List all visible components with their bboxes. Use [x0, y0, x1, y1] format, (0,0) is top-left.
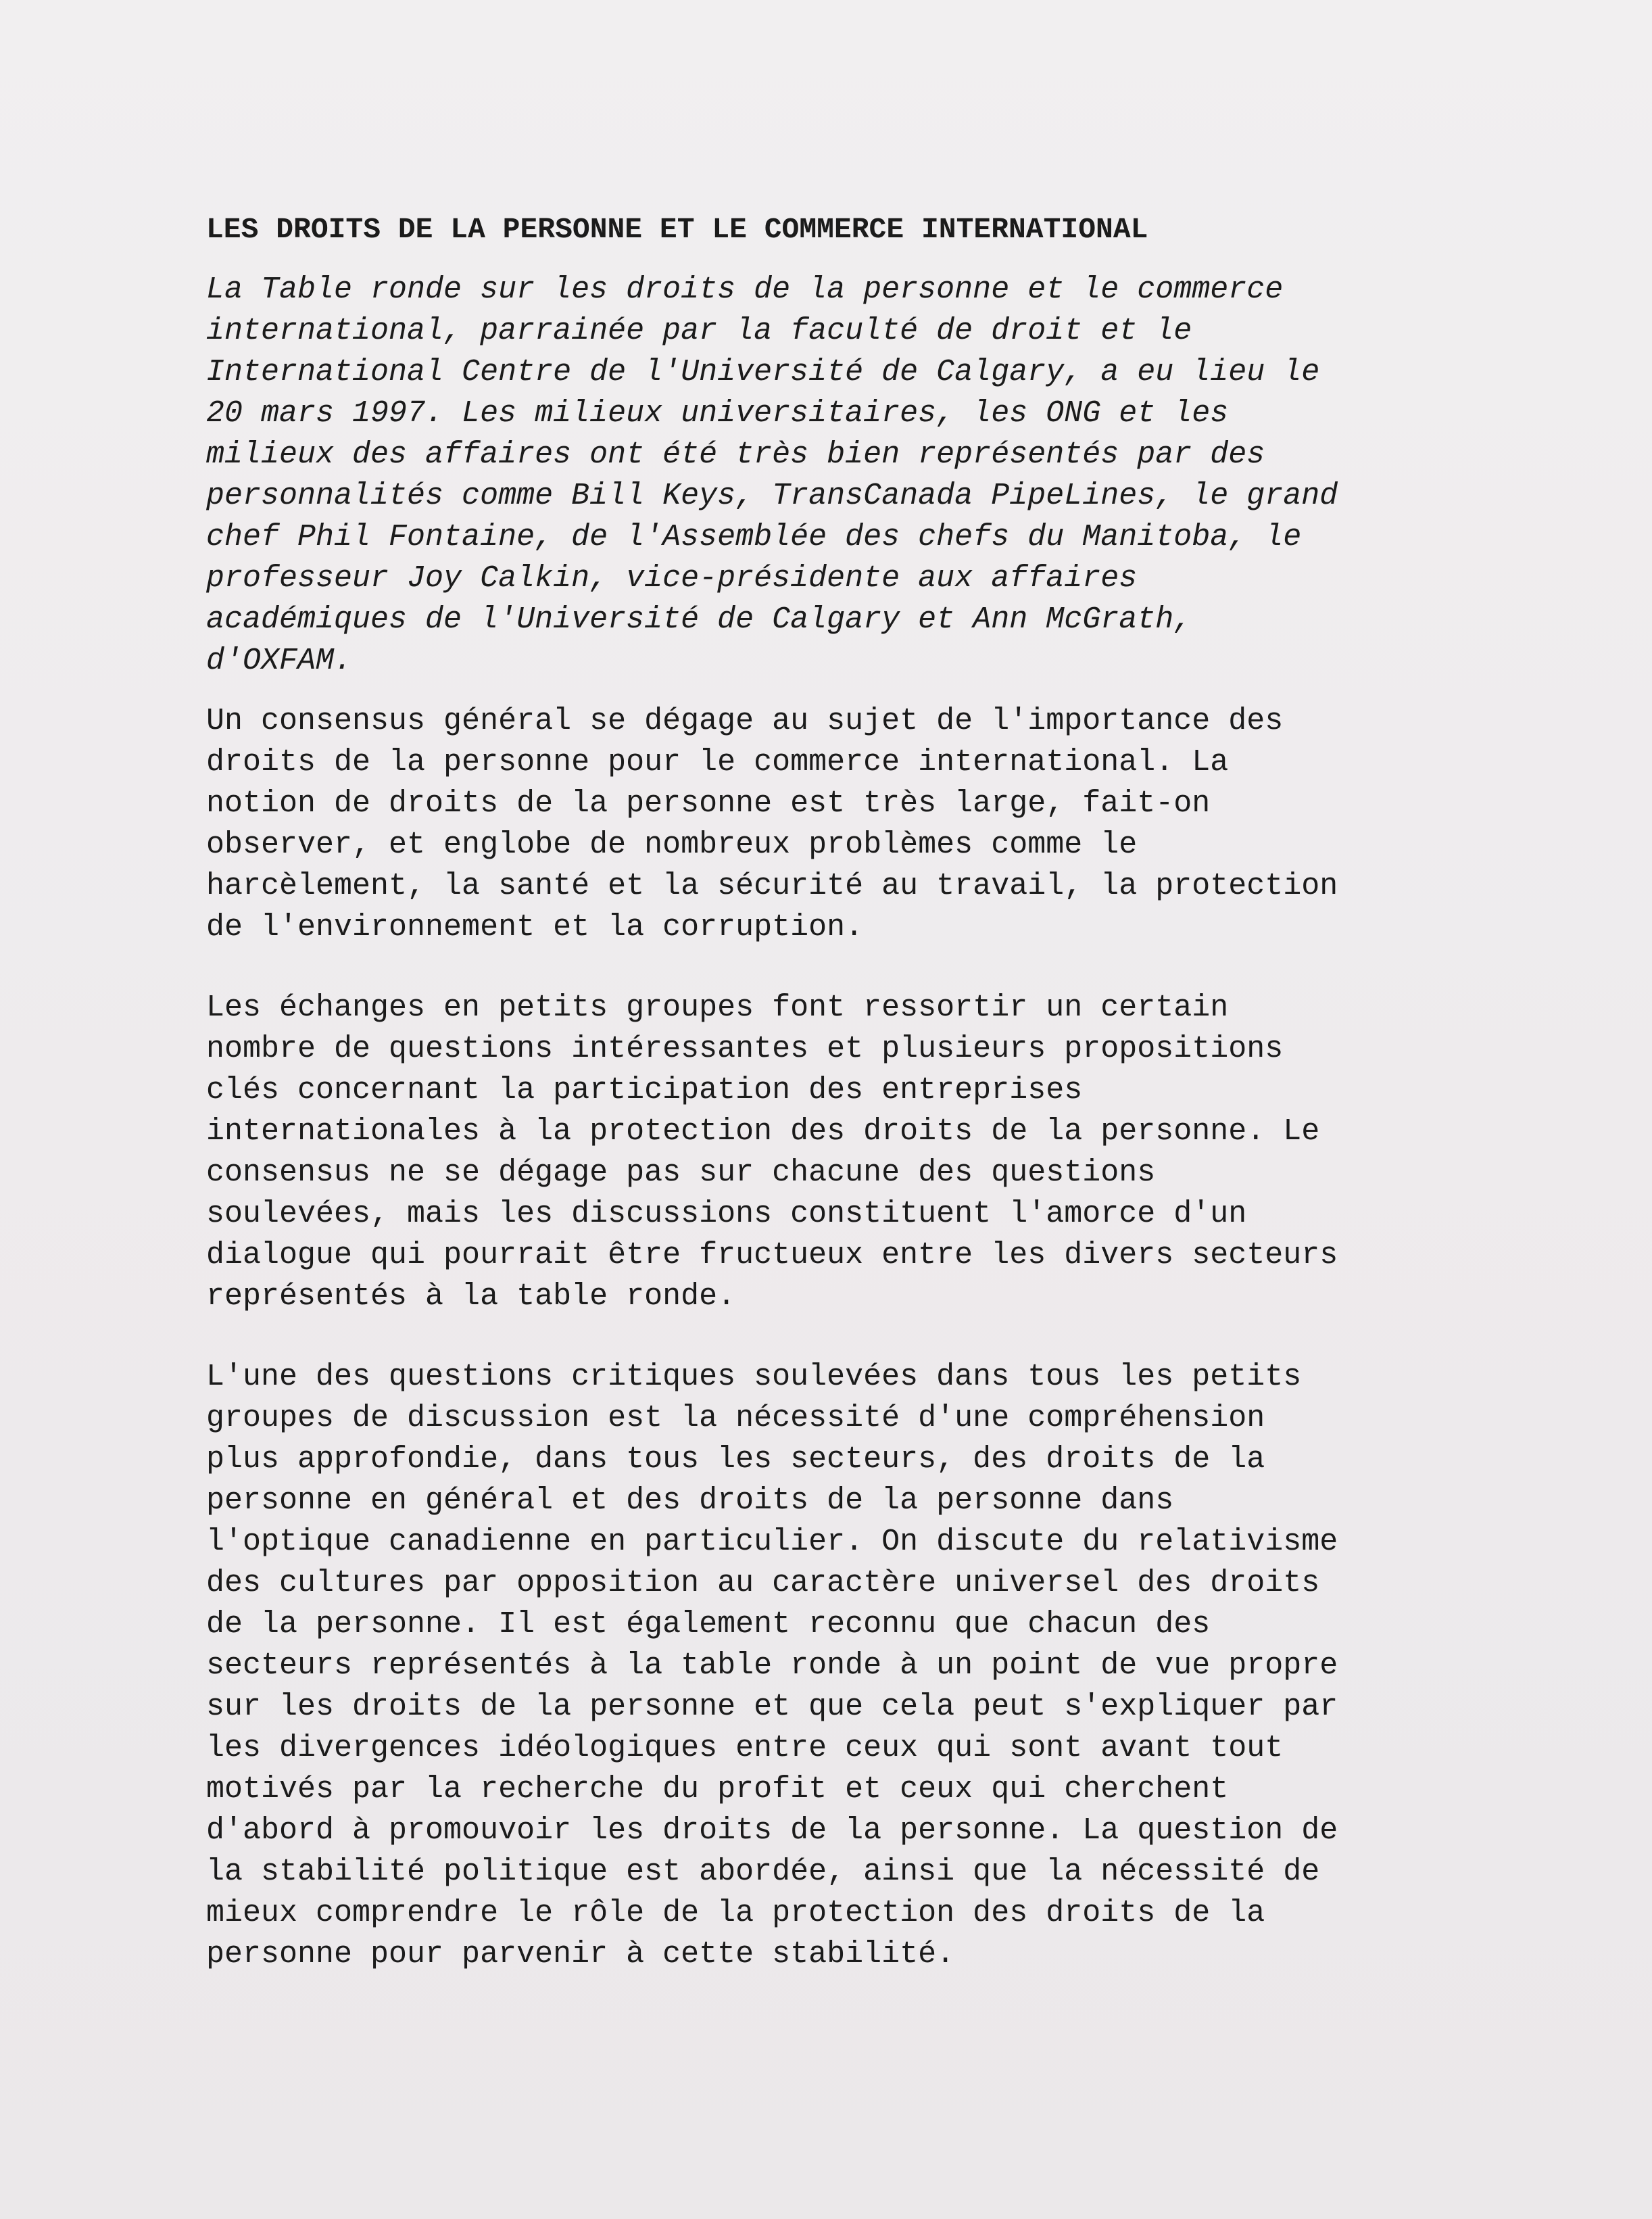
paragraph-critical-questions: [206, 1356, 1490, 1975]
intro-line: personnalités comme Bill Keys, TransCanada PipeLines, le grand: [206, 479, 1338, 513]
paragraph-line: notion de droits de la personne est très large, fait-on: [206, 786, 1211, 821]
intro-line: milieux des affaires ont été très bien représentés par des: [206, 437, 1265, 472]
paragraph-line: de l'environnement et la corruption.: [206, 910, 864, 945]
paragraph-line: sur les droits de la personne et que cela peut s'expliquer par: [206, 1690, 1338, 1724]
paragraph-line: de la personne. Il est également reconnu que chacun des: [206, 1607, 1211, 1642]
paragraph-line: harcèlement, la santé et la sécurité au travail, la protection: [206, 869, 1338, 903]
intro-line: International Centre de l'Université de Calgary, a eu lieu le: [206, 355, 1320, 389]
intro-line: 20 mars 1997. Les milieux universitaires, les ONG et les: [206, 396, 1229, 431]
paragraph-line: plus approfondie, dans tous les secteurs, des droits de la: [206, 1442, 1265, 1477]
paragraph-line: internationales à la protection des droits de la personne. Le: [206, 1114, 1320, 1149]
paragraph-small-groups: [206, 987, 1490, 1317]
paragraph-consensus: [206, 700, 1490, 948]
paragraph-line: l'optique canadienne en particulier. On discute du relativisme: [206, 1525, 1338, 1559]
intro-line: académiques de l'Université de Calgary et Ann McGrath,: [206, 602, 1192, 637]
paragraph-line: Un consensus général se dégage au sujet de l'importance des: [206, 704, 1284, 738]
paragraph-line: secteurs représentés à la table ronde à un point de vue propre: [206, 1648, 1338, 1683]
paragraph-line: Les échanges en petits groupes font ressortir un certain: [206, 991, 1229, 1025]
paragraph-line: personne pour parvenir à cette stabilité.: [206, 1937, 955, 1972]
intro-line: La Table ronde sur les droits de la personne et le commerce: [206, 272, 1284, 307]
paragraph-line: d'abord à promouvoir les droits de la personne. La question de: [206, 1813, 1338, 1848]
paragraph-line: la stabilité politique est abordée, ainsi que la nécessité de: [206, 1855, 1320, 1889]
intro-line: international, parrainée par la faculté de droit et le: [206, 314, 1192, 348]
paragraph-line: consensus ne se dégage pas sur chacune des questions: [206, 1155, 1156, 1190]
paragraph-line: dialogue qui pourrait être fructueux entre les divers secteurs: [206, 1238, 1338, 1272]
paragraph-line: les divergences idéologiques entre ceux qui sont avant tout: [206, 1731, 1284, 1765]
paragraph-line: nombre de questions intéressantes et plusieurs propositions: [206, 1032, 1284, 1066]
intro-line: chef Phil Fontaine, de l'Assemblée des chefs du Manitoba, le: [206, 520, 1302, 554]
paragraph-line: motivés par la recherche du profit et ceux qui cherchent: [206, 1772, 1229, 1807]
intro-line: d'OXFAM.: [206, 644, 353, 678]
document-body: [206, 211, 1490, 1975]
paragraph-line: soulevées, mais les discussions constituent l'amorce d'un: [206, 1197, 1247, 1231]
intro-line: professeur Joy Calkin, vice-présidente aux affaires: [206, 561, 1138, 596]
paragraph-line: droits de la personne pour le commerce international. La: [206, 745, 1229, 780]
paragraph-line: observer, et englobe de nombreux problèmes comme le: [206, 828, 1138, 862]
paragraph-line: clés concernant la participation des entreprises: [206, 1073, 1083, 1107]
paragraph-line: représentés à la table ronde.: [206, 1279, 736, 1314]
paragraph-line: des cultures par opposition au caractère universel des droits: [206, 1566, 1320, 1600]
paragraph-line: mieux comprendre le rôle de la protection des droits de la: [206, 1896, 1265, 1930]
document-title: LES DROITS DE LA PERSONNE ET LE COMMERCE INTERNATIONAL: [206, 213, 1148, 246]
paragraph-line: L'une des questions critiques soulevées dans tous les petits: [206, 1360, 1302, 1394]
paragraph-line: groupes de discussion est la nécessité d'une compréhension: [206, 1401, 1265, 1435]
intro-paragraph: [206, 269, 1490, 682]
paragraph-line: personne en général et des droits de la personne dans: [206, 1483, 1174, 1518]
